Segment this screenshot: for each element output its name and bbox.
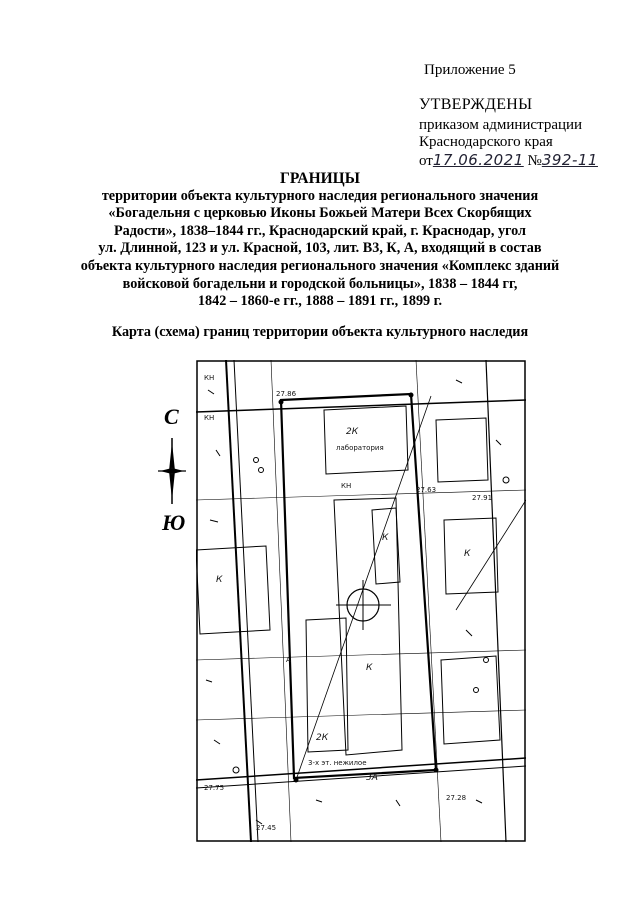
- elev-label: 27.28: [446, 794, 467, 802]
- label-kn1: КН: [204, 374, 215, 382]
- label-a: А: [286, 656, 291, 664]
- title-line: 1842 – 1860-е гг., 1888 – 1891 гг., 1899 г.: [197, 293, 443, 310]
- region-line: Краснодарского края: [419, 134, 553, 150]
- date-prefix: от: [419, 153, 433, 169]
- label-lab: лаборатория: [336, 444, 384, 452]
- elev-label: 27.75: [204, 784, 225, 792]
- title-line: войсковой богадельни и городской больницы», 1838 – 1844 гг,: [122, 275, 518, 292]
- label-kn2: КН: [204, 414, 215, 422]
- label-k3: К: [216, 575, 223, 585]
- compass-north-label: С: [164, 404, 179, 429]
- appendix-label: Приложение 5: [424, 62, 516, 78]
- number-prefix: №: [527, 153, 542, 169]
- title-line: территории объекта культурного наследия регионального значения: [101, 187, 539, 204]
- label-kn3: КН: [341, 482, 352, 490]
- date-line: [419, 151, 598, 170]
- handwritten-date: 17.06.2021: [432, 151, 524, 169]
- label-k2: К: [366, 663, 373, 673]
- elev-label: 27.63: [416, 486, 437, 494]
- elev-label: 27.91: [472, 494, 493, 502]
- approved-heading: УТВЕРЖДЕНЫ: [419, 96, 533, 113]
- compass-rose-icon: [156, 436, 188, 506]
- site-map: [196, 360, 526, 842]
- label-k4: К: [464, 549, 471, 559]
- compass-south-label: Ю: [162, 510, 186, 535]
- handwritten-number: 392-11: [541, 151, 598, 169]
- label-k1: К: [382, 533, 389, 543]
- map-caption: Карта (схема) границ территории объекта культурного наследия: [111, 324, 529, 340]
- label-2k-b: 2К: [316, 733, 329, 743]
- title-line: «Богадельня с церковью Иконы Божьей Матери Всех Скорбящих: [108, 205, 532, 222]
- title-line: объекта культурного наследия регионального значения «Комплекс зданий: [80, 257, 560, 274]
- label-2k: 2К: [346, 427, 359, 437]
- title-heading: ГРАНИЦЫ: [280, 170, 360, 187]
- label-3a: 3А: [366, 773, 378, 783]
- elev-label: 27.45: [256, 824, 277, 832]
- order-line: приказом администрации: [419, 117, 583, 133]
- title-line: Радости», 1838–1844 гг., Краснодарский край, г. Краснодар, угол: [113, 222, 527, 239]
- label-three-k: 3-х эт. нежилое: [308, 759, 367, 767]
- elev-label: 27.86: [276, 390, 297, 398]
- title-line: ул. Длинной, 123 и ул. Красной, 103, лит. В3, К, А, входящий в состав: [98, 240, 542, 257]
- document-title: [60, 170, 580, 311]
